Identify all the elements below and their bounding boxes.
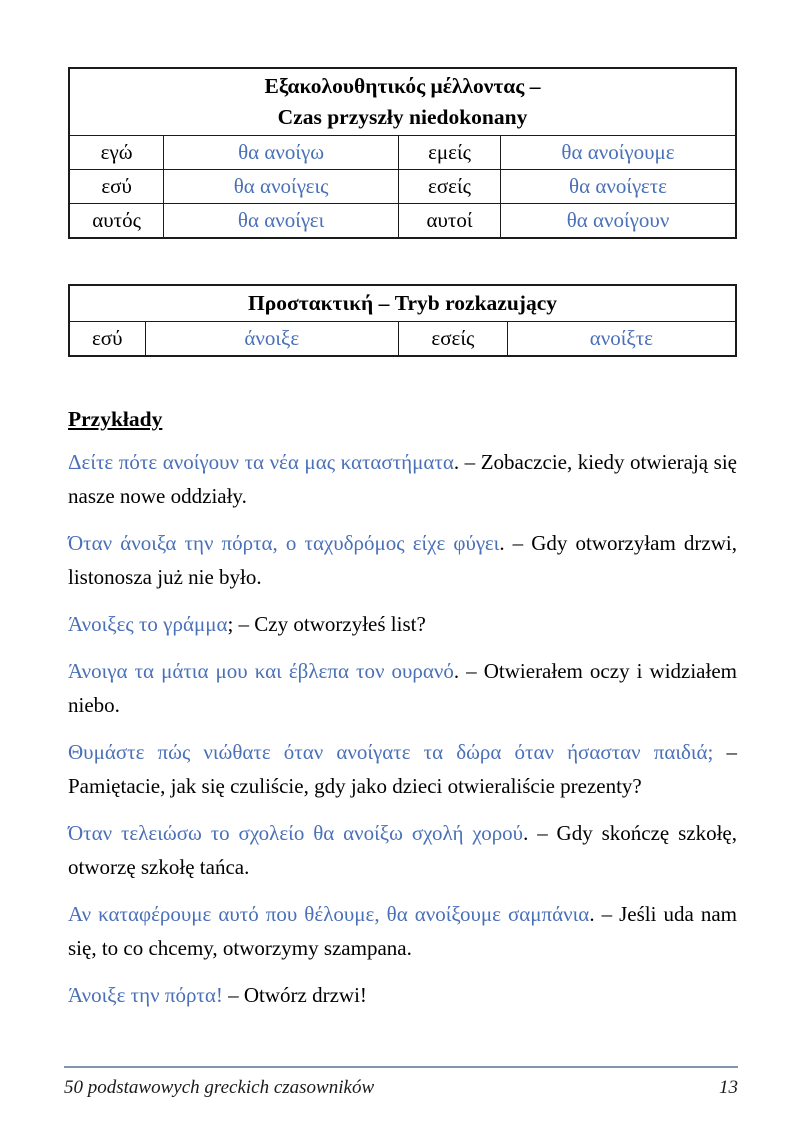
pronoun-cell: εσύ [69,170,164,204]
greek-sentence: Άνοιξε την πόρτα! [68,983,223,1007]
verb-form-cell: θα ανοίγω [164,136,399,170]
verb-form-cell: θα ανοίγουν [501,204,736,239]
example-paragraph [68,654,737,722]
example-paragraph [68,607,737,641]
table-row [69,136,736,170]
table-title-greek: Εξακολουθητικός μέλλοντας – [264,74,541,98]
verb-form-cell: θα ανοίγεις [164,170,399,204]
verb-form-cell: θα ανοίγουμε [501,136,736,170]
table-title: Προστακτική – Tryb rozkazujący [69,285,736,322]
verb-form-cell: ανοίξτε [507,322,736,357]
polish-translation: . – Zobaczcie, kiedy otwierają się nasze nowe oddziały. [68,450,738,508]
table-header-row [69,68,736,136]
example-paragraph [68,897,737,965]
polish-translation: . – Jeśli uda nam się, to co chcemy, otworzymy szampana. [68,902,738,960]
example-paragraph [68,978,737,1012]
pronoun-cell: εσύ [69,322,145,357]
greek-sentence: Άνοιξες το γράμμα [68,612,228,636]
footer-page-number: 13 [719,1077,738,1098]
greek-sentence: Θυμάστε πώς νιώθατε όταν ανοίγατε τα δώρα όταν ήσασταν παιδιά; [68,740,714,764]
pronoun-cell: εμείς [398,136,500,170]
example-paragraph [68,445,737,513]
example-paragraph [68,526,737,594]
table-row [69,170,736,204]
polish-translation: . – Otwierałem oczy i widziałem niebo. [68,659,737,717]
verb-form-cell: άνοιξε [145,322,398,357]
greek-sentence: Όταν τελειώσω το σχολείο θα ανοίξω σχολή χορού [68,821,524,845]
page-footer [64,1066,738,1099]
pronoun-cell: εσείς [398,170,500,204]
pronoun-cell: αυτοί [398,204,500,239]
table-header-row [69,285,736,322]
greek-sentence: Αν καταφέρουμε αυτό που θέλουμε, θα ανοίξουμε σαμπάνια [68,902,590,926]
verb-form-cell: θα ανοίγετε [501,170,736,204]
polish-translation: . – Gdy otworzyłam drzwi, listonosza już nie było. [68,531,737,589]
table-row [69,322,736,357]
pronoun-cell: εσείς [398,322,507,357]
example-paragraph [68,735,737,803]
polish-translation: ; – Czy otworzyłeś list? [227,612,426,636]
example-paragraph [68,816,737,884]
polish-translation: . – Gdy skończę szkołę, otworzę szkołę tańca. [68,821,737,879]
table-title [69,68,736,136]
polish-translation: – Pamiętacie, jak się czuliście, gdy jako dzieci otwieraliście prezenty? [68,740,738,798]
pronoun-cell: αυτός [69,204,164,239]
table-row [69,204,736,239]
greek-sentence: Δείτε πότε ανοίγουν τα νέα μας καταστήματα [68,450,454,474]
footer-book-title: 50 podstawowych greckich czasowników [64,1077,375,1098]
pronoun-cell: εγώ [69,136,164,170]
greek-sentence: Όταν άνοιξα την πόρτα, ο ταχυδρόμος είχε φύγει [68,531,500,555]
imperative-table [68,284,737,357]
greek-sentence: Άνοιγα τα μάτια μου και έβλεπα τον ουρανό [68,659,454,683]
verb-form-cell: θα ανοίγει [164,204,399,239]
polish-translation: – Otwórz drzwi! [222,983,367,1007]
examples-heading: Przykłady [68,407,163,431]
table-title-polish: Czas przyszły niedokonany [277,105,528,129]
future-tense-table [68,67,737,239]
